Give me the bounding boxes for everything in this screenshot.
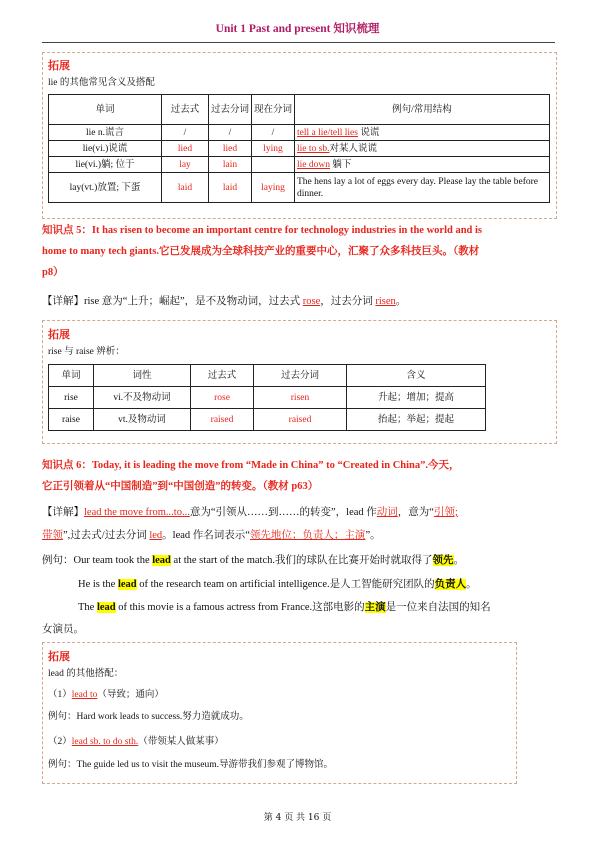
phrase-gloss: （导致；通向） [97,690,164,700]
col-header: 词性 [94,365,191,387]
detail-highlight: 领先地位；负责人；主演 [249,530,366,541]
table-cell: lying [252,141,295,157]
example-1 [42,553,464,568]
detail-highlight: 动词 [376,507,398,518]
table-cell: lie(vi.)躺; 位于 [49,157,162,173]
phrase: lead to [71,690,98,700]
kp6-line2: 它正引领着从“中国制造”到“中国创造”的转变。（教材 p63） [42,481,319,492]
col-header: 过去式 [162,95,209,125]
example-text: 。 [466,579,477,590]
table-cell [295,125,550,141]
kp6-line1: 知识点 6：Today, it is leading the move from “Made in China” to “Created in China”.今天， [42,460,460,471]
table-cell: lain [209,157,252,173]
extension-label: 拓展 [48,328,70,341]
lead-example-2: 例句：The guide led us to visit the museum.导游带我们参观了博物馆。 [48,760,333,770]
detail-highlight: rose [302,296,321,307]
example-gloss: 说谎 [357,127,380,138]
item-number: （2） [48,737,72,747]
example-2 [78,577,477,592]
col-header: 过去式 [191,365,254,387]
table-cell: / [209,125,252,141]
item-number: （1） [48,690,72,700]
kp5-line3: p8） [42,267,64,278]
example-text: 是一位来自法国的知名 [385,602,491,613]
col-header: 单词 [49,95,162,125]
example-text: of this movie is a famous actress from France.这部电影的 [115,602,365,613]
table-cell: lay(vt.)放置; 下蛋 [49,173,162,203]
example-label: 例句： [42,555,74,566]
table-cell: laying [252,173,295,203]
detail-text: 。 [395,296,407,307]
detail-text: ，意为“ [397,507,434,518]
table-cell: The hens lay a lot of eggs every day. Please lay the table before dinner. [295,173,550,203]
rise-raise-table [48,364,486,431]
col-header: 过去分词 [254,365,347,387]
example-phrase: tell a lie/tell lies [297,127,358,138]
table-cell: raise [49,409,94,431]
table-cell: rose [191,387,254,409]
box-intro: rise 与 raise 辨析： [48,347,125,357]
example-text: Our team took the [73,555,153,566]
detail-text: ”。 [365,530,381,541]
table-cell: laid [209,173,252,203]
example-text: 。 [453,555,464,566]
highlight-word: 负责人 [434,579,467,590]
kp6-detail-line1 [42,505,458,520]
page-footer: 第 4 页 共 16 页 [263,813,332,823]
table-cell: 升起；增加；提高 [347,387,486,409]
lead-example-1: 例句：Hard work leads to success.努力造就成功。 [48,712,249,722]
table-cell: 抬起；举起；提起 [347,409,486,431]
kp5-line2: home to many tech giants.它已发展成为全球科技产业的重要中心，汇聚了众多科技巨头。（教材 [42,246,480,257]
lead-item-1 [48,688,164,703]
highlight-word: lead [117,579,137,590]
example-text: at the start of the match.我们的球队在比赛开始时就取得了 [170,555,433,566]
detail-highlight: led [149,530,163,541]
lie-table [48,94,550,203]
detail-text: 【详解】rise 意为“上升；崛起”，是不及物动词，过去式 [42,296,303,307]
table-cell: / [252,125,295,141]
detail-highlight: 引领; [433,507,458,518]
example-gloss: 对某人说谎 [329,143,377,154]
highlight-word: lead [152,555,171,566]
example-text: of the research team on artificial intelligence.是人工智能研究团队的 [136,579,435,590]
lead-item-2 [48,735,224,750]
col-header: 过去分词 [209,95,252,125]
example-phrase: lie down [297,159,330,170]
table-cell: / [162,125,209,141]
table-cell: rise [49,387,94,409]
example-gloss: 躺下 [329,159,352,170]
table-cell: lay [162,157,209,173]
table-cell [252,157,295,173]
detail-text: 。lead 作名词表示“ [162,530,250,541]
table-cell [295,157,550,173]
highlight-word: 领先 [432,555,454,566]
detail-text: 意为“引领从……到……的转变”，lead 作 [189,507,377,518]
example-3-cont: 女演员。 [42,624,84,635]
table-cell: laid [162,173,209,203]
table-cell: lied [162,141,209,157]
knowledge-point-5 [42,220,557,283]
kp5-line1: 知识点 5：It has risen to become an important centre for technology industries in the world and is [42,225,483,236]
extension-label: 拓展 [48,650,70,663]
table-cell: raised [191,409,254,431]
example-3 [78,600,491,615]
table-cell: lie(vi.)说谎 [49,141,162,157]
col-header: 单词 [49,365,94,387]
extension-label: 拓展 [48,59,70,72]
detail-highlight: 带领 [42,530,63,541]
phrase: lead sb. to do sth. [71,737,139,747]
page-title: Unit 1 Past and present 知识梳理 [215,23,380,35]
table-cell: lie n.谎言 [49,125,162,141]
header-rule [42,42,555,43]
table-cell: lied [209,141,252,157]
kp6-detail-line2 [42,528,381,543]
col-header: 含义 [347,365,486,387]
table-cell: risen [254,387,347,409]
table-cell: vt.及物动词 [94,409,191,431]
detail-text: 【详解】 [42,507,84,518]
kp5-detail [42,294,406,309]
col-header: 例句/常用结构 [295,95,550,125]
example-text: He is the [78,579,118,590]
phrase-gloss: （带领某人做某事） [138,737,224,747]
example-phrase: lie to sb. [297,143,330,154]
box-intro: lead 的其他搭配： [48,669,124,679]
col-header: 现在分词 [252,95,295,125]
box-intro: lie 的其他常见含义及搭配 [48,78,155,88]
table-cell [295,141,550,157]
example-text: The [78,602,97,613]
highlight-word: lead [96,602,116,613]
table-cell: raised [254,409,347,431]
table-cell: vi.不及物动词 [94,387,191,409]
detail-highlight: lead the move from...to... [84,507,190,518]
highlight-word: 主演 [364,602,386,613]
detail-text: ”,过去式/过去分词 [63,530,150,541]
detail-text: ，过去分词 [320,296,376,307]
detail-highlight: risen [375,296,396,307]
knowledge-point-6 [42,455,557,497]
